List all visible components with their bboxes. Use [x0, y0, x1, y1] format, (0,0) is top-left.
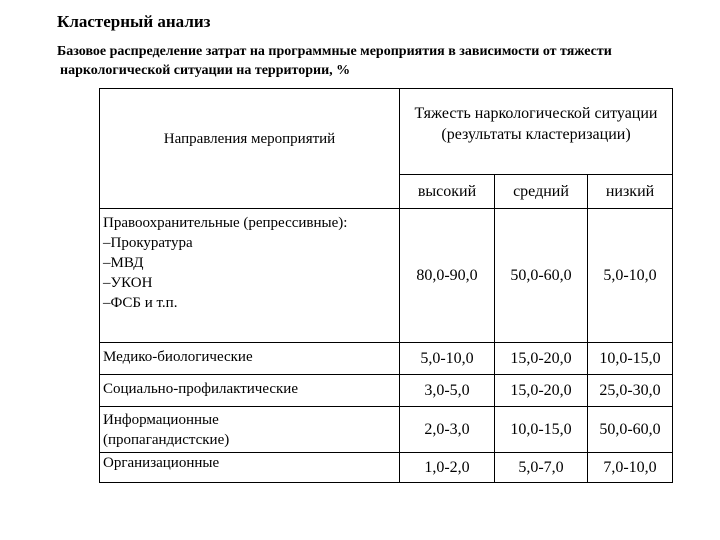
category-line: –ФСБ и т.п. [103, 295, 178, 311]
row-category [100, 407, 400, 453]
row-category [100, 375, 400, 407]
table-row [100, 453, 673, 483]
value-high: 5,0-10,0 [400, 343, 495, 375]
cost-distribution-table [99, 88, 673, 483]
header-severity: Тяжесть наркологической ситуации (результаты кластеризации) [400, 89, 673, 175]
category-line: (пропагандистские) [103, 432, 230, 448]
value-medium: 50,0-60,0 [495, 209, 588, 343]
category-line: Правоохранительные (репрессивные): [103, 215, 348, 231]
category-line: Социально-профилактические [103, 381, 298, 397]
value-low: 5,0-10,0 [588, 209, 673, 343]
value-medium: 15,0-20,0 [495, 343, 588, 375]
table-row [100, 343, 673, 375]
value-medium: 10,0-15,0 [495, 407, 588, 453]
value-high: 3,0-5,0 [400, 375, 495, 407]
value-high: 2,0-3,0 [400, 407, 495, 453]
page-title: Кластерный анализ [57, 12, 211, 31]
level-low: низкий [588, 175, 673, 209]
value-high: 1,0-2,0 [400, 453, 495, 483]
row-category [100, 209, 400, 343]
header-directions: Направления мероприятий [100, 89, 400, 209]
category-line: –МВД [103, 255, 144, 271]
value-low: 7,0-10,0 [588, 453, 673, 483]
category-line: Организационные [103, 455, 220, 471]
table-row [100, 209, 673, 343]
value-low: 50,0-60,0 [588, 407, 673, 453]
value-low: 25,0-30,0 [588, 375, 673, 407]
table-row [100, 407, 673, 453]
value-medium: 5,0-7,0 [495, 453, 588, 483]
value-high: 80,0-90,0 [400, 209, 495, 343]
table-row [100, 375, 673, 407]
category-line: –УКОН [103, 275, 153, 291]
caption-line-2: наркологической ситуации на территории, % [60, 63, 351, 78]
value-medium: 15,0-20,0 [495, 375, 588, 407]
table-caption [57, 42, 707, 80]
row-category [100, 343, 400, 375]
category-line: –Прокуратура [103, 235, 193, 251]
category-line: Информационные [103, 412, 219, 428]
row-category [100, 453, 400, 483]
value-low: 10,0-15,0 [588, 343, 673, 375]
level-high: высокий [400, 175, 495, 209]
level-medium: средний [495, 175, 588, 209]
caption-line-1: Базовое распределение затрат на программные мероприятия в зависимости от тяжести [57, 44, 612, 59]
category-line: Медико-биологические [103, 349, 253, 365]
